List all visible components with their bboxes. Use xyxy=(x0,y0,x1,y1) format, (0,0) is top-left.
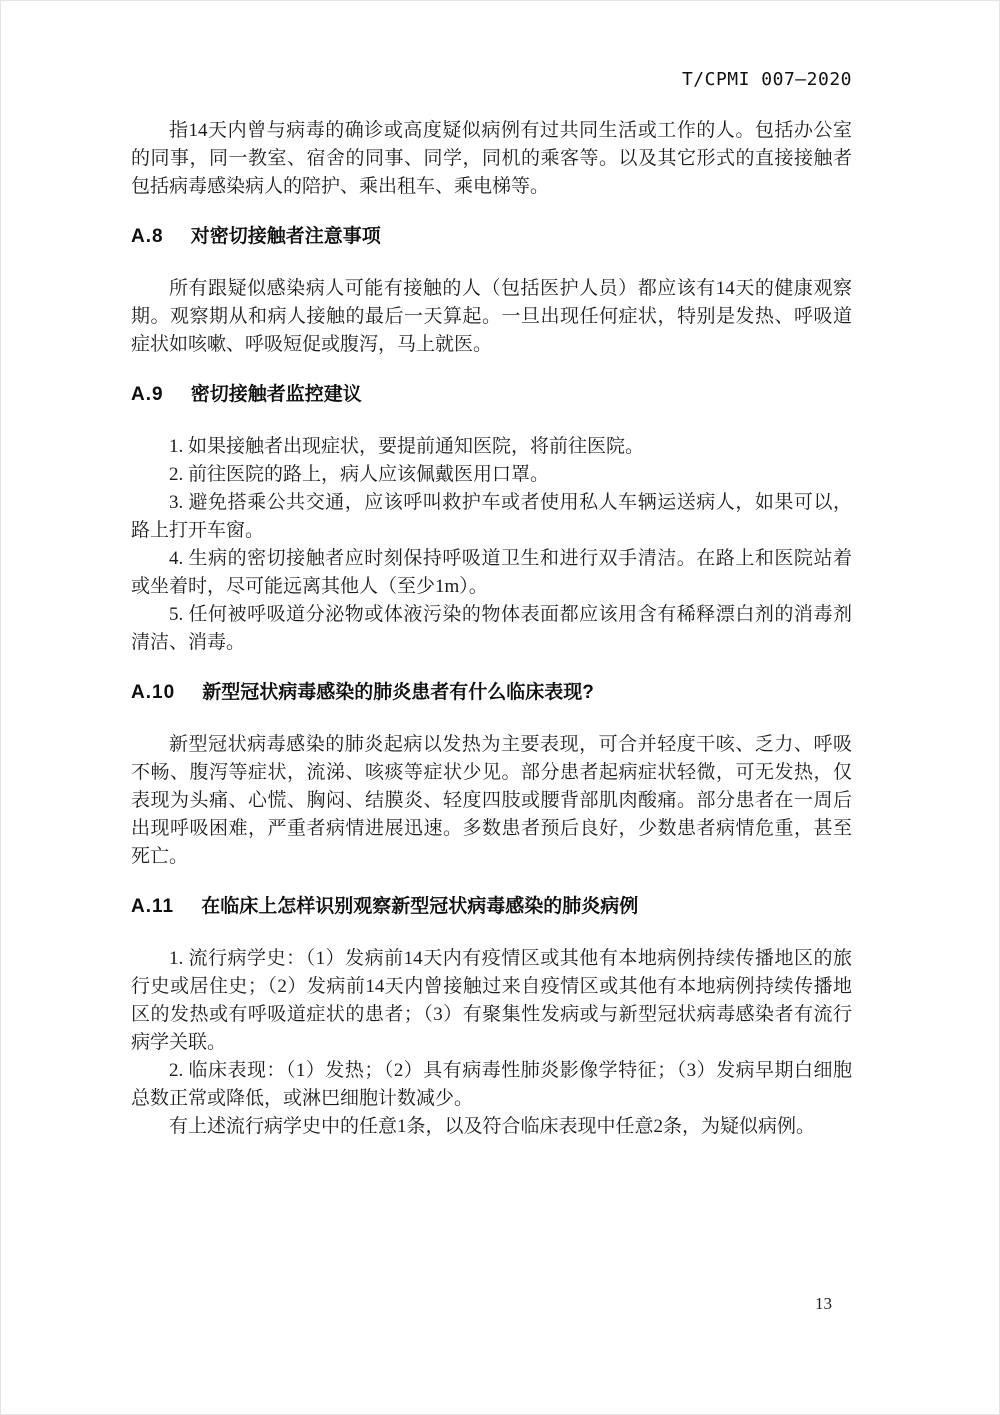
page-number: 13 xyxy=(815,1294,832,1313)
section-title: 在临床上怎样识别观察新型冠状病毒感染的肺炎病例 xyxy=(201,896,639,917)
section-heading-a11 xyxy=(131,893,852,921)
section-heading-a9 xyxy=(131,381,852,409)
document-body xyxy=(131,117,852,1141)
section-heading-a10 xyxy=(131,679,852,707)
page-header xyxy=(131,69,852,90)
paragraph-a11-epidemiology: 1. 流行病学史：（1）发病前14天内有疫情区或其他有本地病例持续传播地区的旅行史或居住史；（2）发病前14天内曾接触过来自疫情区或其他有本地病例持续传播地区的发热或有呼吸道症状的患者；（3）有聚集性发病或与新型冠状病毒感染者有流行病学关联。 xyxy=(131,948,852,1053)
list-item-a9-1: 1. 如果接触者出现症状，要提前通知医院，将前往医院。 xyxy=(169,436,645,457)
paragraph-a8-observation: 所有跟疑似感染病人可能有接触的人（包括医护人员）都应该有14天的健康观察期。观察期从和病人接触的最后一天算起。一旦出现任何症状，特别是发热、呼吸道症状如咳嗽、呼吸短促或腹泻，马上就医。 xyxy=(131,278,852,355)
standard-code: T/CPMI 007—2020 xyxy=(681,69,852,90)
section-heading-a8 xyxy=(131,223,852,251)
section-title: 密切接触者监控建议 xyxy=(190,384,362,405)
section-label: A.8 xyxy=(131,226,164,247)
paragraph-a10-clinical-manifestations: 新型冠状病毒感染的肺炎起病以发热为主要表现，可合并轻度干咳、乏力、呼吸不畅、腹泻等症状，流涕、咳痰等症状少见。部分患者起病症状轻微，可无发热，仅表现为头痛、心慌、胸闷、结膜炎、轻度四肢或腰背部肌肉酸痛。部分患者在一周后出现呼吸困难，严重者病情进展迅速。多数患者预后良好，少数患者病情危重，甚至死亡。 xyxy=(131,734,852,867)
paragraph-a11-suspected-case: 有上述流行病学史中的任意1条，以及符合临床表现中任意2条，为疑似病例。 xyxy=(169,1116,816,1137)
section-title: 新型冠状病毒感染的肺炎患者有什么临床表现? xyxy=(202,682,594,703)
list-item-a9-3: 3. 避免搭乘公共交通，应该呼叫救护车或者使用私人车辆运送病人，如果可以，路上打开车窗。 xyxy=(131,492,852,541)
page-footer xyxy=(815,1294,832,1314)
section-label: A.9 xyxy=(131,384,164,405)
paragraph-close-contact-definition: 指14天内曾与病毒的确诊或高度疑似病例有过共同生活或工作的人。包括办公室的同事，同一教室、宿舍的同事、同学，同机的乘客等。以及其它形式的直接接触者包括病毒感染病人的陪护、乘出租车、乘电梯等。 xyxy=(131,120,852,197)
section-label: A.10 xyxy=(131,682,176,703)
list-item-a9-4: 4. 生病的密切接触者应时刻保持呼吸道卫生和进行双手清洁。在路上和医院站着或坐着时，尽可能远离其他人（至少1m）。 xyxy=(131,548,852,597)
list-item-a9-2: 2. 前往医院的路上，病人应该佩戴医用口罩。 xyxy=(169,464,550,485)
paragraph-a11-clinical: 2. 临床表现：（1）发热；（2）具有病毒性肺炎影像学特征；（3）发病早期白细胞总数正常或降低，或淋巴细胞计数减少。 xyxy=(131,1060,852,1109)
section-title: 对密切接触者注意事项 xyxy=(190,226,381,247)
section-label: A.11 xyxy=(131,896,175,917)
list-item-a9-5: 5. 任何被呼吸道分泌物或体液污染的物体表面都应该用含有稀释漂白剂的消毒剂清洁、消毒。 xyxy=(131,604,852,653)
